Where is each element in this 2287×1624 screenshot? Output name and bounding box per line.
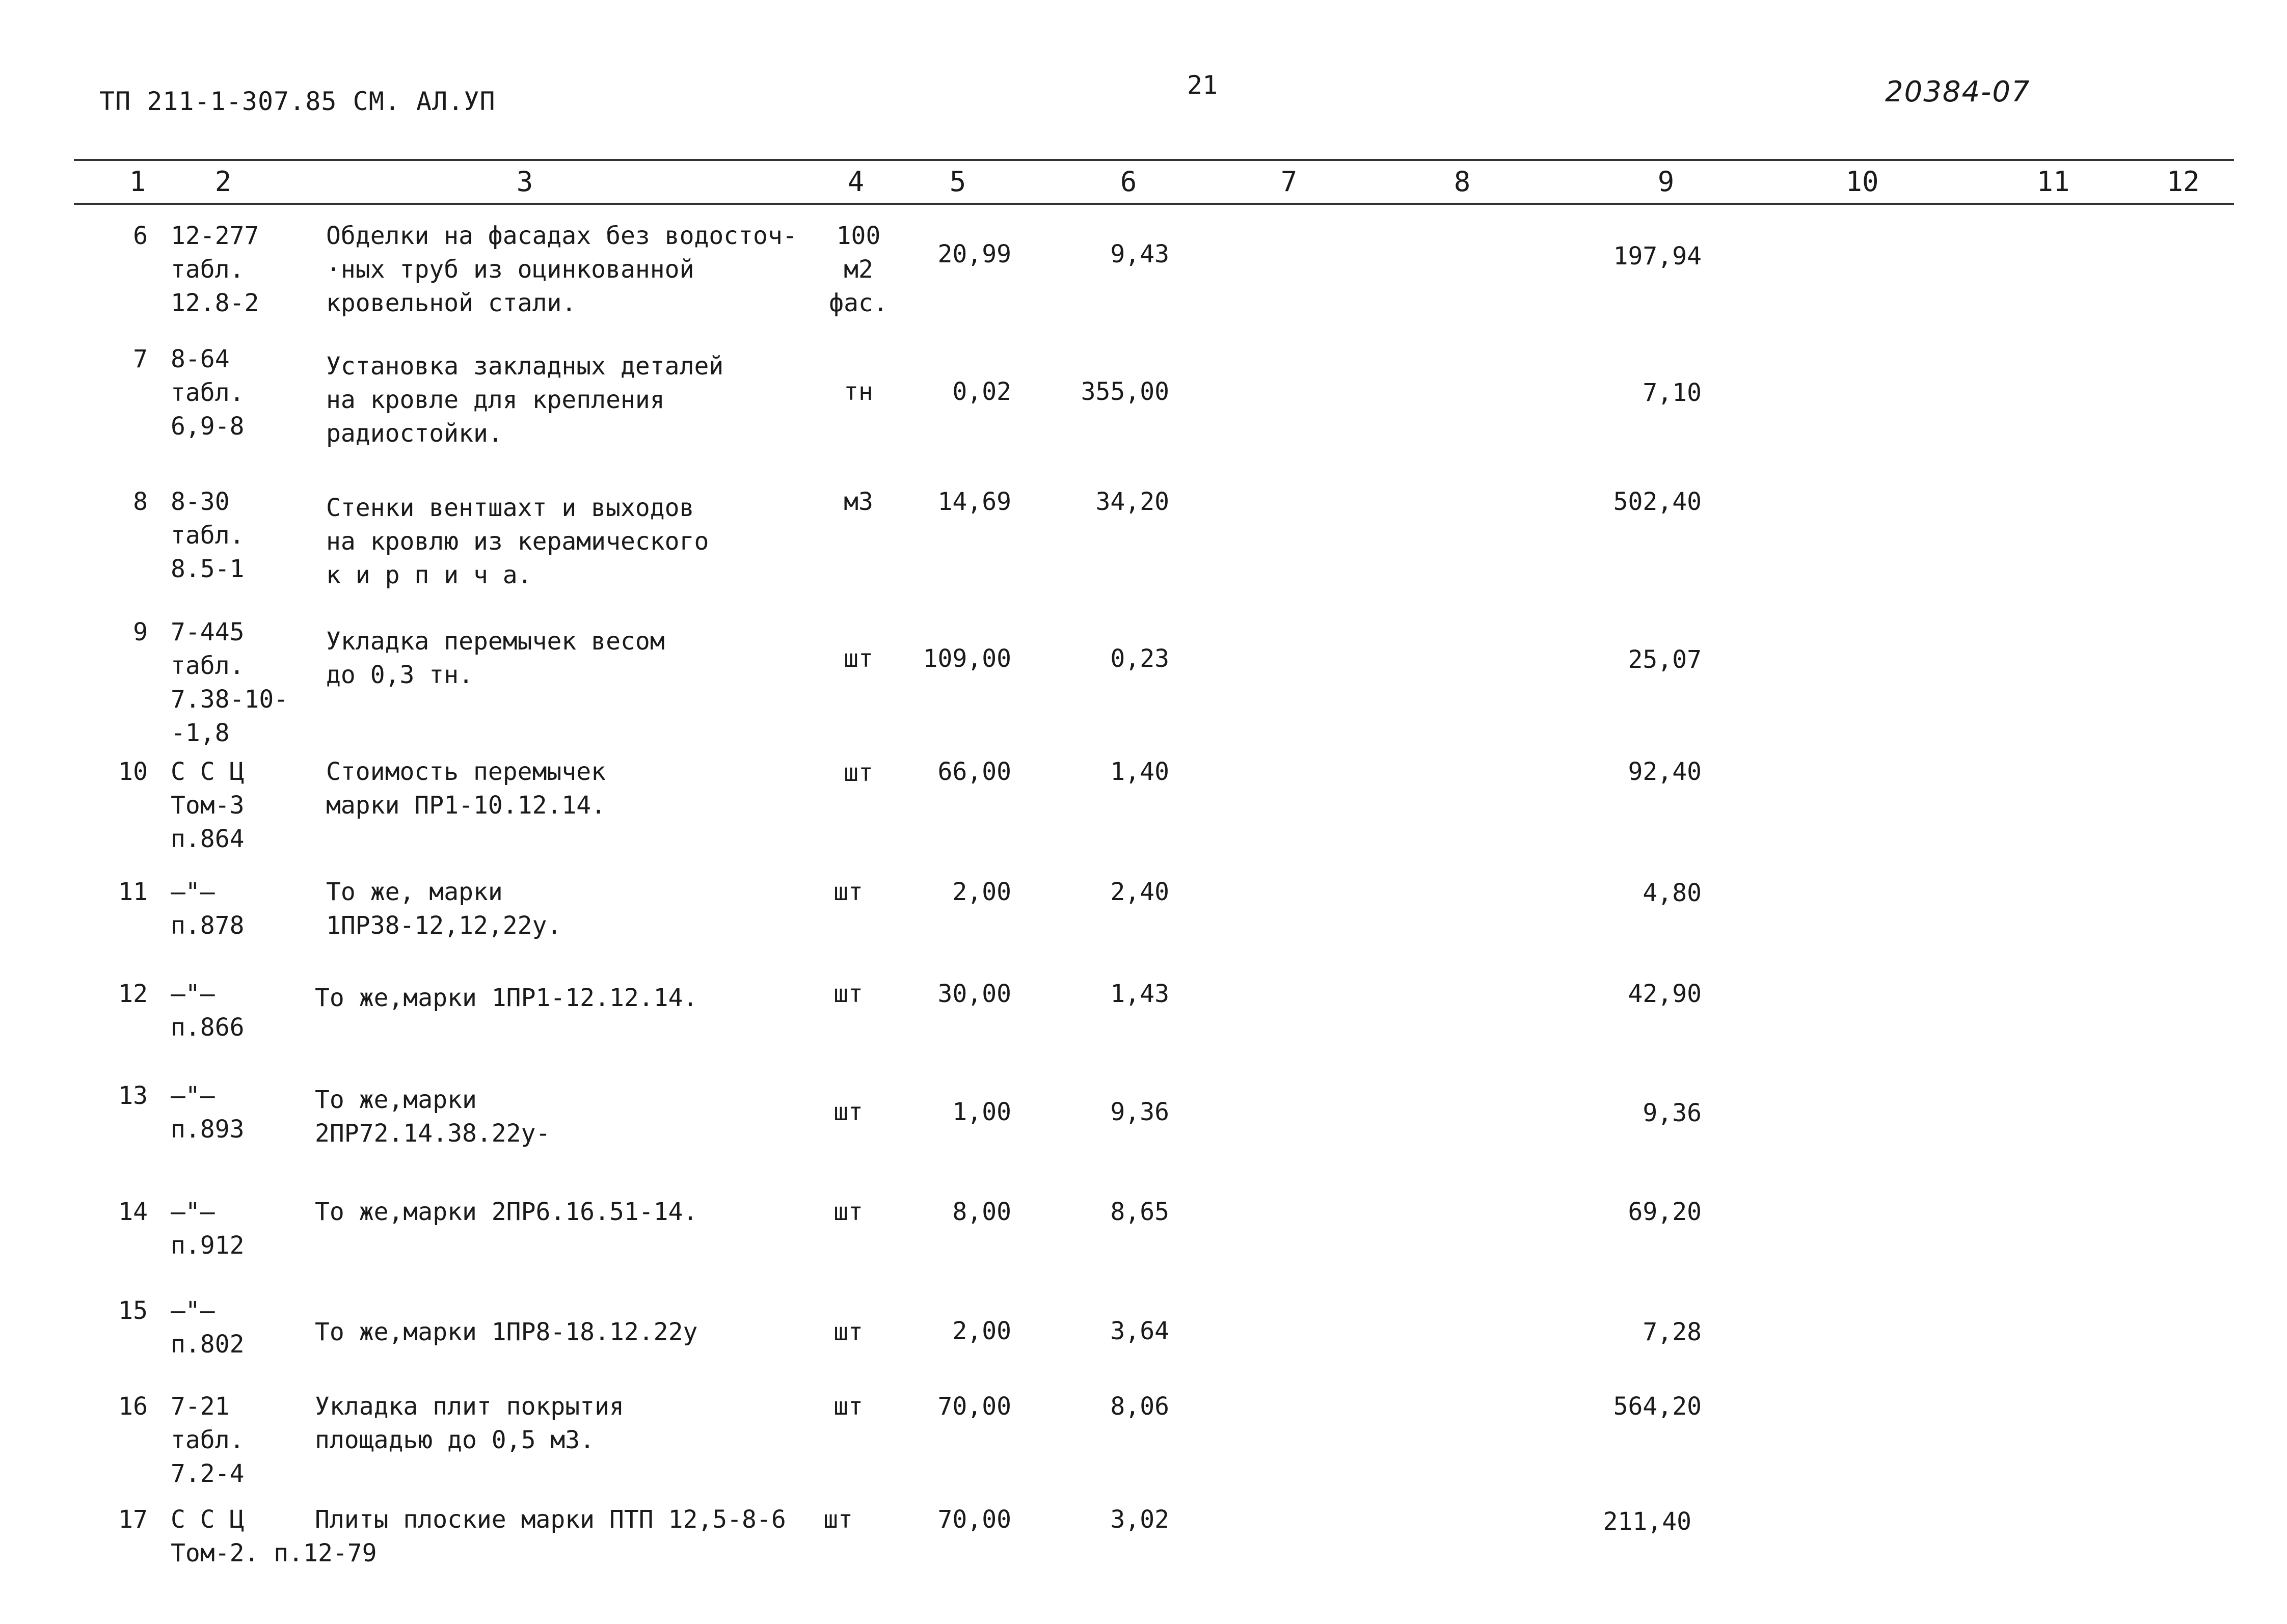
unit: шт xyxy=(844,759,873,787)
quantity: 20,99 xyxy=(937,240,1011,268)
quantity: 8,00 xyxy=(952,1198,1011,1226)
unit: м3 xyxy=(844,488,873,516)
unit-price: 0,23 xyxy=(1110,644,1169,673)
norm-code: С С Ц Том-2. п.12-79 xyxy=(171,1505,377,1567)
quantity: 14,69 xyxy=(937,488,1011,516)
work-name: Укладка перемычек весом до 0,3 тн. xyxy=(326,627,665,689)
unit-price: 9,43 xyxy=(1110,240,1169,268)
total-cost: 197,94 xyxy=(1613,242,1702,270)
total-cost: 4,80 xyxy=(1643,879,1702,907)
quantity: 2,00 xyxy=(952,1317,1011,1345)
column-header: 7 xyxy=(1280,166,1298,198)
unit-price: 8,65 xyxy=(1110,1198,1169,1226)
column-header: 8 xyxy=(1454,166,1471,198)
page-number: 21 xyxy=(1187,70,1218,100)
column-header: 5 xyxy=(949,166,966,198)
norm-code: 8-64 табл. 6,9-8 xyxy=(171,345,245,441)
work-name: То же,марки 1ПР1-12.12.14. xyxy=(315,984,698,1012)
row-number: 15 xyxy=(118,1296,148,1325)
norm-code: —"— п.893 xyxy=(171,1081,245,1144)
quantity: 109,00 xyxy=(923,644,1011,673)
unit-price: 34,20 xyxy=(1095,488,1169,516)
document-number: 20384-07 xyxy=(1885,75,2031,109)
quantity: 30,00 xyxy=(937,980,1011,1008)
row-number: 6 xyxy=(133,222,148,250)
unit: тн xyxy=(844,377,873,406)
total-cost: 7,10 xyxy=(1643,378,1702,407)
work-name: То же,марки 2ПР6.16.51-14. xyxy=(315,1198,698,1226)
unit: 100 м2 фас. xyxy=(829,222,888,317)
quantity: 2,00 xyxy=(952,878,1011,906)
unit-price: 355,00 xyxy=(1081,377,1169,406)
norm-code: —"— п.912 xyxy=(171,1198,245,1260)
total-cost: 25,07 xyxy=(1628,645,1702,674)
column-header: 2 xyxy=(214,166,232,198)
work-name: То же,марки 1ПР8-18.12.22у xyxy=(315,1318,698,1346)
unit: шт xyxy=(833,878,863,906)
column-header: 3 xyxy=(516,166,533,198)
row-number: 16 xyxy=(118,1392,148,1421)
column-header: 10 xyxy=(1845,166,1879,198)
quantity: 70,00 xyxy=(937,1392,1011,1421)
column-header: 12 xyxy=(2166,166,2200,198)
norm-code: 12-277 табл. 12.8-2 xyxy=(171,222,259,317)
unit: шт xyxy=(833,1318,863,1346)
total-cost: 502,40 xyxy=(1613,488,1702,516)
row-number: 10 xyxy=(118,757,148,786)
norm-code: С С Ц Том-3 п.864 xyxy=(171,757,245,853)
unit-price: 2,40 xyxy=(1110,878,1169,906)
quantity: 0,02 xyxy=(952,377,1011,406)
unit-price: 9,36 xyxy=(1110,1098,1169,1126)
norm-code: 7-445 табл. 7.38-10- -1,8 xyxy=(171,618,289,747)
total-cost: 564,20 xyxy=(1613,1392,1702,1421)
row-number: 14 xyxy=(118,1198,148,1226)
work-name: Установка закладных деталей на кровле для крепления радиостойки. xyxy=(326,352,724,448)
unit-price: 3,02 xyxy=(1110,1505,1169,1534)
work-name: Укладка плит покрытия площадью до 0,5 м3. xyxy=(315,1392,624,1454)
unit: шт xyxy=(823,1505,853,1534)
norm-code: 7-21 табл. 7.2-4 xyxy=(171,1392,245,1488)
row-number: 8 xyxy=(133,488,148,516)
work-name: То же,марки 2ПР72.14.38.22у- xyxy=(315,1086,551,1148)
unit-price: 1,40 xyxy=(1110,757,1169,786)
unit: шт xyxy=(844,644,873,673)
work-name: Обделки на фасадах без водосточ- ·ных труб из оцинкованной кровельной стали. xyxy=(326,222,797,317)
column-header: 11 xyxy=(2036,166,2070,198)
unit-price: 1,43 xyxy=(1110,980,1169,1008)
total-cost: 42,90 xyxy=(1628,980,1702,1008)
total-cost: 9,36 xyxy=(1643,1099,1702,1127)
column-header: 4 xyxy=(847,166,865,198)
row-number: 7 xyxy=(133,345,148,373)
document-code: ТП 211-1-307.85 СМ. АЛ.УП xyxy=(99,87,496,116)
unit: шт xyxy=(833,1198,863,1226)
total-cost: 7,28 xyxy=(1643,1318,1702,1346)
column-header: 1 xyxy=(129,166,146,198)
header-top-rule xyxy=(74,159,2234,161)
work-name: Плиты плоские марки ПТП 12,5-8-6 xyxy=(315,1505,786,1534)
unit-price: 3,64 xyxy=(1110,1317,1169,1345)
work-name: Стенки вентшахт и выходов на кровлю из керамического к и р п и ч а. xyxy=(326,494,709,589)
header-bottom-rule xyxy=(74,203,2234,205)
norm-code: —"— п.802 xyxy=(171,1296,245,1359)
column-header: 6 xyxy=(1120,166,1137,198)
unit: шт xyxy=(833,1098,863,1126)
quantity: 70,00 xyxy=(937,1505,1011,1534)
unit: шт xyxy=(833,980,863,1008)
row-number: 9 xyxy=(133,618,148,646)
row-number: 11 xyxy=(118,878,148,906)
norm-code: 8-30 табл. 8.5-1 xyxy=(171,488,245,583)
unit: шт xyxy=(833,1392,863,1421)
quantity: 1,00 xyxy=(952,1098,1011,1126)
norm-code: —"— п.866 xyxy=(171,980,245,1042)
work-name: То же, марки 1ПР38-12,12,22у. xyxy=(326,878,562,940)
column-header: 9 xyxy=(1657,166,1675,198)
quantity: 66,00 xyxy=(937,757,1011,786)
row-number: 12 xyxy=(118,980,148,1008)
row-number: 13 xyxy=(118,1081,148,1110)
total-cost: 211,40 xyxy=(1603,1507,1691,1536)
norm-code: —"— п.878 xyxy=(171,878,245,940)
total-cost: 92,40 xyxy=(1628,757,1702,786)
work-name: Стоимость перемычек марки ПР1-10.12.14. xyxy=(326,757,606,820)
row-number: 17 xyxy=(118,1505,148,1534)
total-cost: 69,20 xyxy=(1628,1198,1702,1226)
unit-price: 8,06 xyxy=(1110,1392,1169,1421)
